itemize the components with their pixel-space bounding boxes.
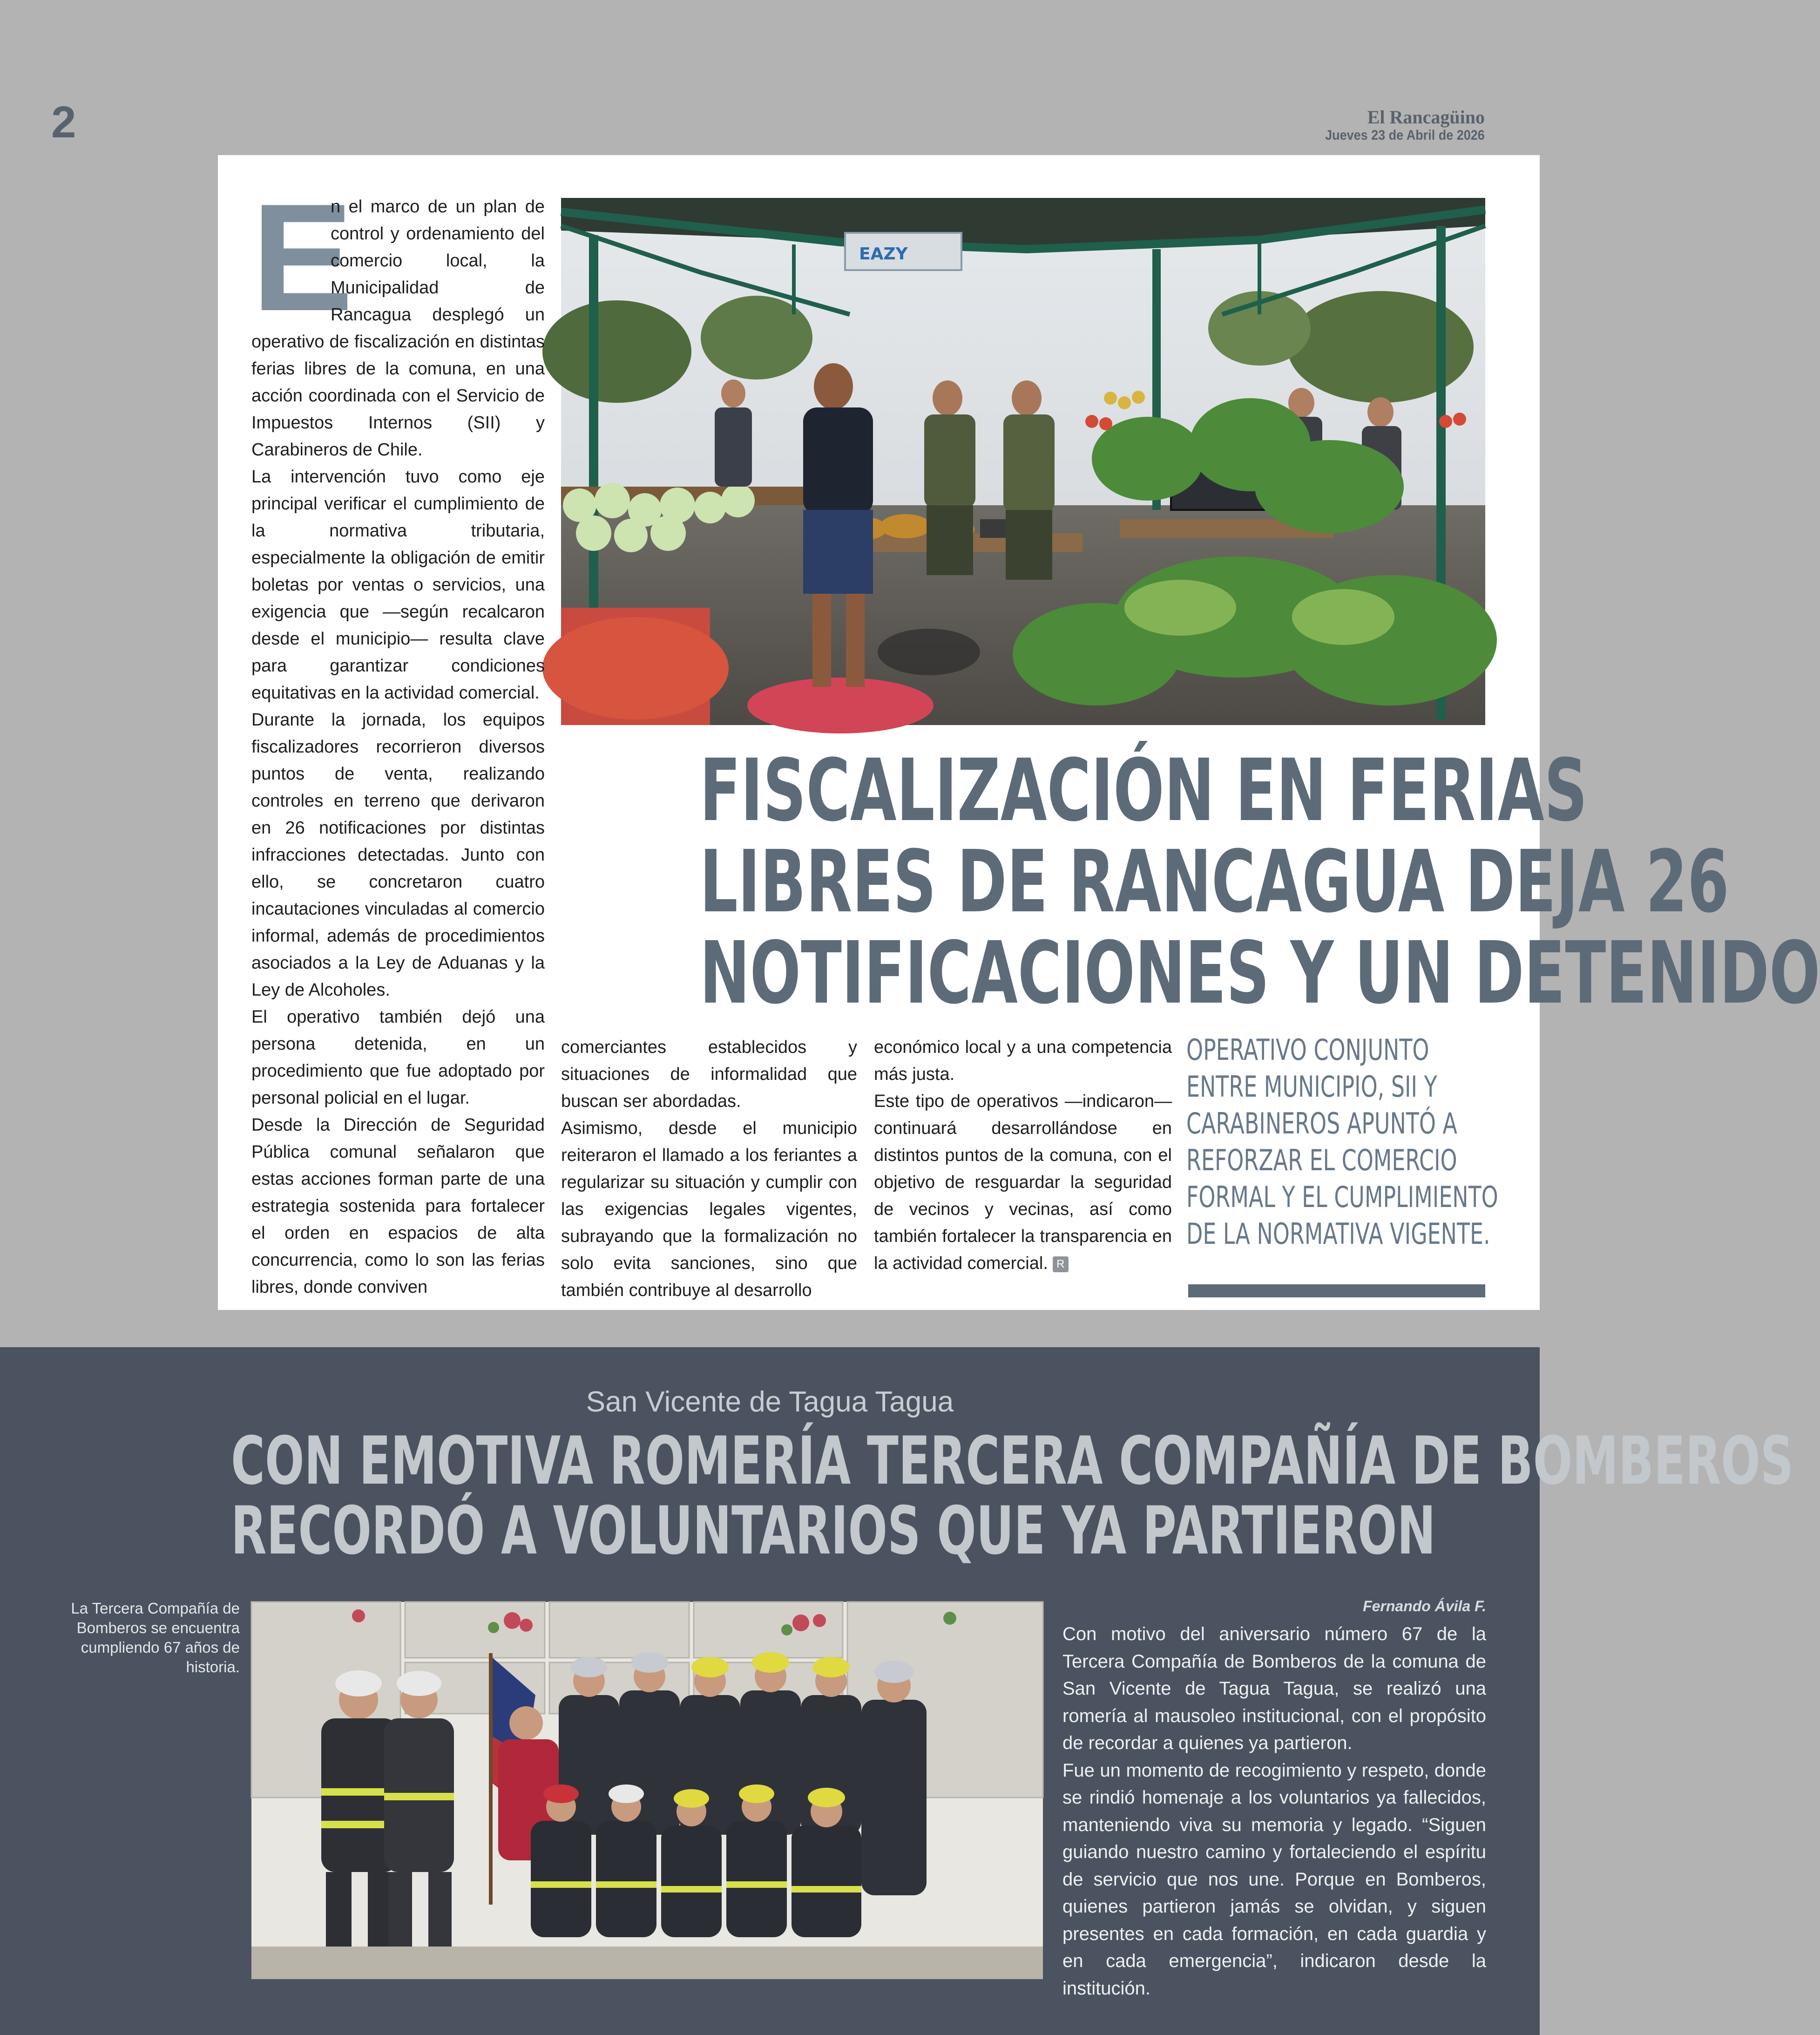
paragraph: Durante la jornada, los equipos fiscalizadores recorrieron diversos puntos de venta, realizando controles en terreno que derivaron en 26 notificaciones por distintas infracciones detectadas. Junto con ello, se concretaron cuatro incautaciones vinculadas al comercio informal, además de procedimientos asociados a la Ley de Aduanas y la Ley de Alcoholes. xyxy=(251,710,545,1000)
end-of-article-icon: R xyxy=(1053,1256,1069,1272)
byline: Fernando Ávila F. xyxy=(1363,1598,1486,1614)
photo-caption: La Tercera Compañía de Bomberos se encuentra cumpliendo 67 años de historia. xyxy=(71,1600,240,1675)
second-headline-line: CON EMOTIVA ROMERÍA TERCERA COMPAÑÍA DE BOMBEROS xyxy=(231,1423,1794,1499)
second-headline xyxy=(231,1423,1794,1569)
paragraph: Fue un momento de recogimiento y respeto, donde se rindió homenaje a los voluntarios ya fallecidos, manteniendo viva su memoria y legado. “Siguen guiando nuestro camino y fortaleciendo el espíritu de servicio que nos une. Porque en Bomberos, quienes partieron jamás se olvidan, y siguen presentes en cada formación, en cada guardia y en cada emergencia”, indicaron desde la institución. xyxy=(1062,1760,1486,1999)
firefighters-photo xyxy=(251,1602,1043,1979)
second-article-body xyxy=(1062,1621,1486,2002)
paragraph: Desde la Dirección de Seguridad Pública comunal señalaron que estas acciones forman parte de una estrategia sostenida para fortalecer el orden en espacios de alta concurrencia, como lo son las ferias libres, donde conviven xyxy=(251,1115,545,1297)
market-photo xyxy=(561,198,1485,725)
article-column-2 xyxy=(561,1034,857,1304)
market-sign-text: EAZY xyxy=(859,244,908,264)
deck-line: DE LA NORMATIVA VIGENTE. xyxy=(1186,1217,1490,1251)
deck-line: CARABINEROS APUNTÓ A xyxy=(1186,1106,1457,1140)
paragraph: económico local y a una competencia más justa. xyxy=(874,1038,1172,1084)
deck-line: OPERATIVO CONJUNTO xyxy=(1186,1033,1429,1067)
main-headline-line: NOTIFICACIONES Y UN DETENIDO xyxy=(699,923,1820,1023)
drop-cap: E xyxy=(251,172,353,343)
article-column-3 xyxy=(874,1034,1172,1277)
deck-divider xyxy=(1188,1284,1485,1297)
publication-date: Jueves 23 de Abril de 2026 xyxy=(1325,128,1485,143)
deck-line: ENTRE MUNICIPIO, SII Y xyxy=(1186,1070,1437,1104)
main-headline xyxy=(699,741,1820,1023)
publication-name: El Rancagüino xyxy=(1367,107,1485,128)
kicker: San Vicente de Tagua Tagua xyxy=(586,1386,954,1418)
main-headline-line: LIBRES DE RANCAGUA DEJA 26 xyxy=(699,832,1729,932)
paragraph: Con motivo del aniversario número 67 de la Tercera Compañía de Bomberos de la comuna de San Vicente de Tagua Tagua, se realizó una romería al mausoleo institucional, con el propósito de recordar a quienes ya partieron. xyxy=(1062,1624,1486,1753)
article-column-1 xyxy=(251,172,545,1301)
main-headline-line: FISCALIZACIÓN EN FERIAS xyxy=(699,741,1588,841)
paragraph xyxy=(874,1088,1172,1277)
second-headline-line: RECORDÓ A VOLUNTARIOS QUE YA PARTIERON xyxy=(231,1492,1436,1569)
paragraph: La intervención tuvo como eje principal verificar el cumplimiento de la normativa tributaria, especialmente la obligación de emitir boletas por ventas o servicios, una exigencia que —según recalcaron desde el municipio— resulta clave para garantizar condiciones equitativas en la actividad comercial. xyxy=(251,467,545,703)
article-deck xyxy=(1186,1031,1498,1252)
page-number: 2 xyxy=(51,97,76,147)
deck-line: REFORZAR EL COMERCIO xyxy=(1186,1143,1457,1177)
masthead xyxy=(1307,107,1485,143)
paragraph: El operativo también dejó una persona detenida, en un procedimiento que fue adoptado por personal policial en el lugar. xyxy=(251,1007,545,1108)
paragraph: n el marco de un plan de control y ordenamiento del comercio local, la Municipalidad de Rancagua desplegó un operativo de fiscalización en distintas ferias libres de la comuna, en una acción coordinada con el Servicio de Impuestos Internos (SII) y Carabineros de Chile. xyxy=(251,197,545,460)
deck-line: FORMAL Y EL CUMPLIMIENTO xyxy=(1186,1180,1498,1214)
paragraph: Asimismo, desde el municipio reiteraron el llamado a los feriantes a regularizar su situación y cumplir con las exigencias legales vigentes, subrayando que la formalización no solo evita sanciones, sino que también contribuye al desarrollo xyxy=(561,1119,857,1300)
paragraph-text: Este tipo de operativos —indicaron— continuará desarrollándose en distintos puntos de la comuna, con el objetivo de resguardar la seguridad de vecinos y vecinas, así como también fortalecer la transparencia en la actividad comercial. xyxy=(874,1092,1172,1273)
paragraph: comerciantes establecidos y situaciones de informalidad que buscan ser abordadas. xyxy=(561,1038,857,1111)
